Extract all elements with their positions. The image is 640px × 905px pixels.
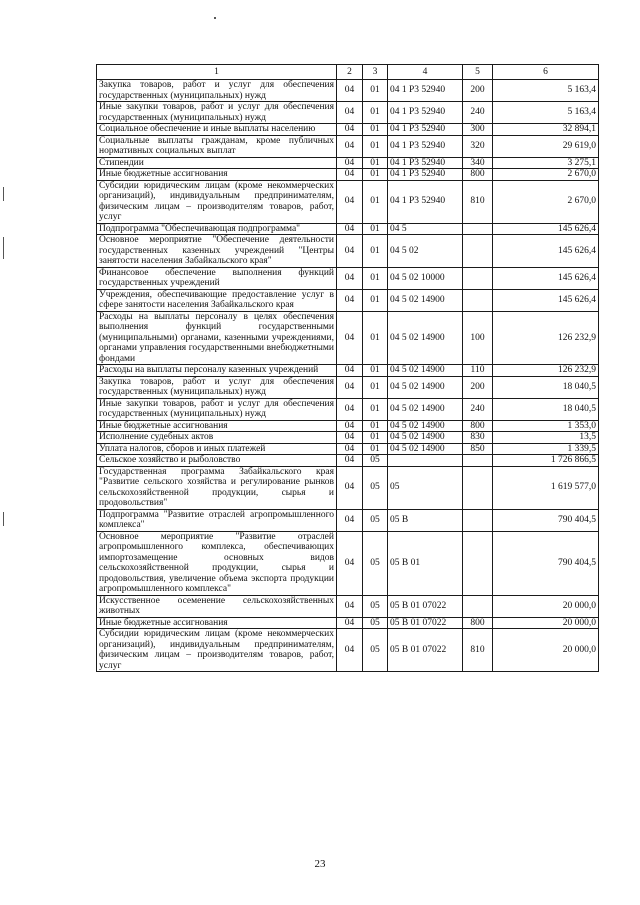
cell-expense-type: 800 — [463, 617, 493, 629]
cell-amount: 145 626,4 — [493, 223, 599, 235]
cell-name: Основное мероприятие "Обеспечение деятельности государственных казенных учреждений "Центры занятости населения Забайкальского края" — [97, 235, 337, 268]
table-row — [97, 466, 599, 509]
cell-target-article: 05 В 01 07022 — [388, 629, 463, 672]
cell-amount: 5 163,4 — [493, 80, 599, 102]
table-row — [97, 180, 599, 223]
cell-expense-type: 800 — [463, 420, 493, 432]
cell-target-article: 04 5 02 — [388, 235, 463, 268]
cell-target-article: 04 1 Р3 52940 — [388, 157, 463, 169]
cell-name: Исполнение судебных актов — [97, 432, 337, 444]
cell-amount: 20 000,0 — [493, 629, 599, 672]
cell-section: 04 — [337, 311, 363, 365]
cell-subsection: 05 — [363, 629, 388, 672]
table-row — [97, 289, 599, 311]
table-row — [97, 311, 599, 365]
cell-name: Субсидии юридическим лицам (кроме некоммерческих организаций), индивидуальным предпринимателям, физическим лицам – производителям товаров, работ, услуг — [97, 629, 337, 672]
binding-mark — [3, 237, 4, 259]
cell-target-article: 05 В 01 07022 — [388, 617, 463, 629]
cell-target-article: 04 5 02 10000 — [388, 267, 463, 289]
cell-subsection: 01 — [363, 376, 388, 398]
cell-amount: 18 040,5 — [493, 398, 599, 420]
cell-expense-type: 110 — [463, 365, 493, 377]
cell-expense-type — [463, 595, 493, 617]
cell-section: 04 — [337, 223, 363, 235]
cell-name: Иные закупки товаров, работ и услуг для обеспечения государственных (муниципальных) нужд — [97, 102, 337, 124]
cell-amount: 1 339,5 — [493, 443, 599, 455]
cell-section: 04 — [337, 466, 363, 509]
cell-target-article: 04 5 02 14900 — [388, 365, 463, 377]
cell-expense-type: 800 — [463, 169, 493, 181]
header-col-target-article: 4 — [388, 65, 463, 80]
cell-target-article: 04 5 — [388, 223, 463, 235]
header-col-name: 1 — [97, 65, 337, 80]
table-row — [97, 629, 599, 672]
cell-amount: 5 163,4 — [493, 102, 599, 124]
cell-subsection: 01 — [363, 169, 388, 181]
cell-subsection: 01 — [363, 135, 388, 157]
table-body — [97, 80, 599, 672]
cell-section: 04 — [337, 420, 363, 432]
cell-section: 04 — [337, 398, 363, 420]
cell-section: 04 — [337, 509, 363, 531]
cell-target-article: 04 1 Р3 52940 — [388, 124, 463, 136]
cell-target-article: 04 1 Р3 52940 — [388, 80, 463, 102]
cell-target-article: 04 5 02 14900 — [388, 420, 463, 432]
header-row — [97, 65, 599, 80]
cell-section: 04 — [337, 135, 363, 157]
table-row — [97, 455, 599, 467]
cell-expense-type: 200 — [463, 376, 493, 398]
cell-name: Социальные выплаты гражданам, кроме публичных нормативных социальных выплат — [97, 135, 337, 157]
cell-section: 04 — [337, 180, 363, 223]
cell-amount: 145 626,4 — [493, 235, 599, 268]
cell-name: Иные бюджетные ассигнования — [97, 420, 337, 432]
cell-expense-type: 240 — [463, 398, 493, 420]
table-row — [97, 267, 599, 289]
cell-target-article: 05 В 01 — [388, 531, 463, 595]
cell-expense-type: 340 — [463, 157, 493, 169]
cell-name: Финансовое обеспечение выполнения функций государственных учреждений — [97, 267, 337, 289]
cell-subsection: 01 — [363, 124, 388, 136]
cell-subsection: 01 — [363, 223, 388, 235]
cell-expense-type — [463, 455, 493, 467]
binding-mark — [3, 512, 4, 526]
cell-expense-type — [463, 267, 493, 289]
cell-subsection: 01 — [363, 157, 388, 169]
cell-target-article: 04 5 02 14900 — [388, 432, 463, 444]
table-row — [97, 102, 599, 124]
cell-target-article: 04 5 02 14900 — [388, 289, 463, 311]
cell-subsection: 01 — [363, 289, 388, 311]
cell-name: Основное мероприятие "Развитие отраслей агропромышленного комплекса, обеспечивающих импортозамещение основных видов сельскохозяйственной продукции, сырья и продовольствия, увеличение объема экспорта продукции агропромышленного комплекса" — [97, 531, 337, 595]
cell-expense-type: 810 — [463, 180, 493, 223]
cell-amount: 790 404,5 — [493, 531, 599, 595]
cell-section: 04 — [337, 376, 363, 398]
cell-target-article — [388, 455, 463, 467]
cell-target-article: 05 В — [388, 509, 463, 531]
cell-subsection: 01 — [363, 180, 388, 223]
cell-section: 04 — [337, 617, 363, 629]
cell-subsection: 05 — [363, 617, 388, 629]
cell-amount: 20 000,0 — [493, 617, 599, 629]
scan-speck — [214, 17, 216, 19]
cell-section: 04 — [337, 595, 363, 617]
cell-section: 04 — [337, 629, 363, 672]
cell-amount: 29 619,0 — [493, 135, 599, 157]
cell-name: Расходы на выплаты персоналу казенных учреждений — [97, 365, 337, 377]
cell-section: 04 — [337, 531, 363, 595]
cell-expense-type — [463, 509, 493, 531]
table-row — [97, 509, 599, 531]
cell-amount: 145 626,4 — [493, 289, 599, 311]
table-row — [97, 235, 599, 268]
table-row — [97, 376, 599, 398]
cell-name: Расходы на выплаты персоналу в целях обеспечения выполнения функций государственными (муниципальными) органами, казенными учреждениями, органами управления государственными внебюджетными фондами — [97, 311, 337, 365]
cell-amount: 145 626,4 — [493, 267, 599, 289]
table-row — [97, 432, 599, 444]
cell-expense-type: 850 — [463, 443, 493, 455]
cell-expense-type — [463, 289, 493, 311]
cell-target-article: 04 1 Р3 52940 — [388, 180, 463, 223]
cell-name: Государственная программа Забайкальского края "Развитие сельского хозяйства и регулирование рынков сельскохозяйственной продукции, сырья и продовольствия" — [97, 466, 337, 509]
cell-subsection: 01 — [363, 420, 388, 432]
cell-amount: 126 232,9 — [493, 311, 599, 365]
cell-expense-type — [463, 223, 493, 235]
cell-amount: 32 894,1 — [493, 124, 599, 136]
cell-section: 04 — [337, 455, 363, 467]
cell-target-article: 04 5 02 14900 — [388, 376, 463, 398]
cell-name: Сельское хозяйство и рыболовство — [97, 455, 337, 467]
cell-subsection: 01 — [363, 443, 388, 455]
cell-amount: 20 000,0 — [493, 595, 599, 617]
cell-subsection: 05 — [363, 531, 388, 595]
cell-name: Учреждения, обеспечивающие предоставление услуг в сфере занятости населения Забайкальского края — [97, 289, 337, 311]
binding-mark — [3, 187, 4, 201]
cell-target-article: 04 5 02 14900 — [388, 443, 463, 455]
cell-subsection: 01 — [363, 365, 388, 377]
table-row — [97, 135, 599, 157]
cell-name: Закупка товаров, работ и услуг для обеспечения государственных (муниципальных) нужд — [97, 80, 337, 102]
cell-amount: 126 232,9 — [493, 365, 599, 377]
cell-section: 04 — [337, 80, 363, 102]
cell-target-article: 04 5 02 14900 — [388, 398, 463, 420]
cell-amount: 13,5 — [493, 432, 599, 444]
table-row — [97, 617, 599, 629]
cell-amount: 1 726 866,5 — [493, 455, 599, 467]
cell-name: Подпрограмма "Обеспечивающая подпрограмма" — [97, 223, 337, 235]
cell-expense-type: 830 — [463, 432, 493, 444]
table-row — [97, 157, 599, 169]
cell-amount: 18 040,5 — [493, 376, 599, 398]
cell-expense-type: 810 — [463, 629, 493, 672]
table-row — [97, 398, 599, 420]
cell-subsection: 01 — [363, 102, 388, 124]
cell-expense-type: 300 — [463, 124, 493, 136]
cell-name: Искусственное осеменение сельскохозяйственных животных — [97, 595, 337, 617]
cell-section: 04 — [337, 289, 363, 311]
cell-section: 04 — [337, 169, 363, 181]
cell-section: 04 — [337, 235, 363, 268]
cell-subsection: 01 — [363, 267, 388, 289]
cell-name: Иные закупки товаров, работ и услуг для обеспечения государственных (муниципальных) нужд — [97, 398, 337, 420]
cell-expense-type: 200 — [463, 80, 493, 102]
cell-amount: 3 275,1 — [493, 157, 599, 169]
cell-expense-type: 320 — [463, 135, 493, 157]
cell-expense-type: 100 — [463, 311, 493, 365]
cell-subsection: 05 — [363, 466, 388, 509]
cell-target-article: 04 1 Р3 52940 — [388, 169, 463, 181]
cell-name: Иные бюджетные ассигнования — [97, 169, 337, 181]
header-col-subsection: 3 — [363, 65, 388, 80]
cell-section: 04 — [337, 102, 363, 124]
cell-subsection: 05 — [363, 455, 388, 467]
cell-subsection: 01 — [363, 311, 388, 365]
cell-section: 04 — [337, 157, 363, 169]
cell-amount: 1 619 577,0 — [493, 466, 599, 509]
cell-target-article: 04 1 Р3 52940 — [388, 102, 463, 124]
cell-name: Подпрограмма "Развитие отраслей агропромышленного комплекса" — [97, 509, 337, 531]
cell-section: 04 — [337, 432, 363, 444]
cell-name: Социальное обеспечение и иные выплаты населению — [97, 124, 337, 136]
cell-target-article: 05 В 01 07022 — [388, 595, 463, 617]
cell-expense-type: 240 — [463, 102, 493, 124]
cell-amount: 2 670,0 — [493, 169, 599, 181]
cell-subsection: 01 — [363, 398, 388, 420]
table-row — [97, 443, 599, 455]
cell-section: 04 — [337, 124, 363, 136]
cell-amount: 790 404,5 — [493, 509, 599, 531]
table-row — [97, 223, 599, 235]
cell-subsection: 05 — [363, 595, 388, 617]
cell-name: Субсидии юридическим лицам (кроме некоммерческих организаций), индивидуальным предпринимателям, физическим лицам – производителям товаров, работ, услуг — [97, 180, 337, 223]
table-header — [97, 65, 599, 80]
cell-subsection: 01 — [363, 235, 388, 268]
table-row — [97, 365, 599, 377]
cell-subsection: 05 — [363, 509, 388, 531]
cell-target-article: 05 — [388, 466, 463, 509]
page-number: 23 — [314, 858, 326, 870]
table-row — [97, 124, 599, 136]
cell-expense-type — [463, 531, 493, 595]
budget-table — [96, 64, 599, 672]
cell-subsection: 01 — [363, 432, 388, 444]
cell-section: 04 — [337, 267, 363, 289]
header-col-amount: 6 — [493, 65, 599, 80]
cell-expense-type — [463, 235, 493, 268]
cell-name: Уплата налогов, сборов и иных платежей — [97, 443, 337, 455]
header-col-expense-type: 5 — [463, 65, 493, 80]
table-row — [97, 169, 599, 181]
cell-name: Иные бюджетные ассигнования — [97, 617, 337, 629]
table-row — [97, 595, 599, 617]
cell-name: Закупка товаров, работ и услуг для обеспечения государственных (муниципальных) нужд — [97, 376, 337, 398]
cell-subsection: 01 — [363, 80, 388, 102]
cell-target-article: 04 5 02 14900 — [388, 311, 463, 365]
cell-section: 04 — [337, 365, 363, 377]
cell-target-article: 04 1 Р3 52940 — [388, 135, 463, 157]
table-row — [97, 420, 599, 432]
cell-amount: 1 353,0 — [493, 420, 599, 432]
table-row — [97, 80, 599, 102]
cell-amount: 2 670,0 — [493, 180, 599, 223]
header-col-section: 2 — [337, 65, 363, 80]
cell-name: Стипендии — [97, 157, 337, 169]
table-row — [97, 531, 599, 595]
cell-section: 04 — [337, 443, 363, 455]
cell-expense-type — [463, 466, 493, 509]
